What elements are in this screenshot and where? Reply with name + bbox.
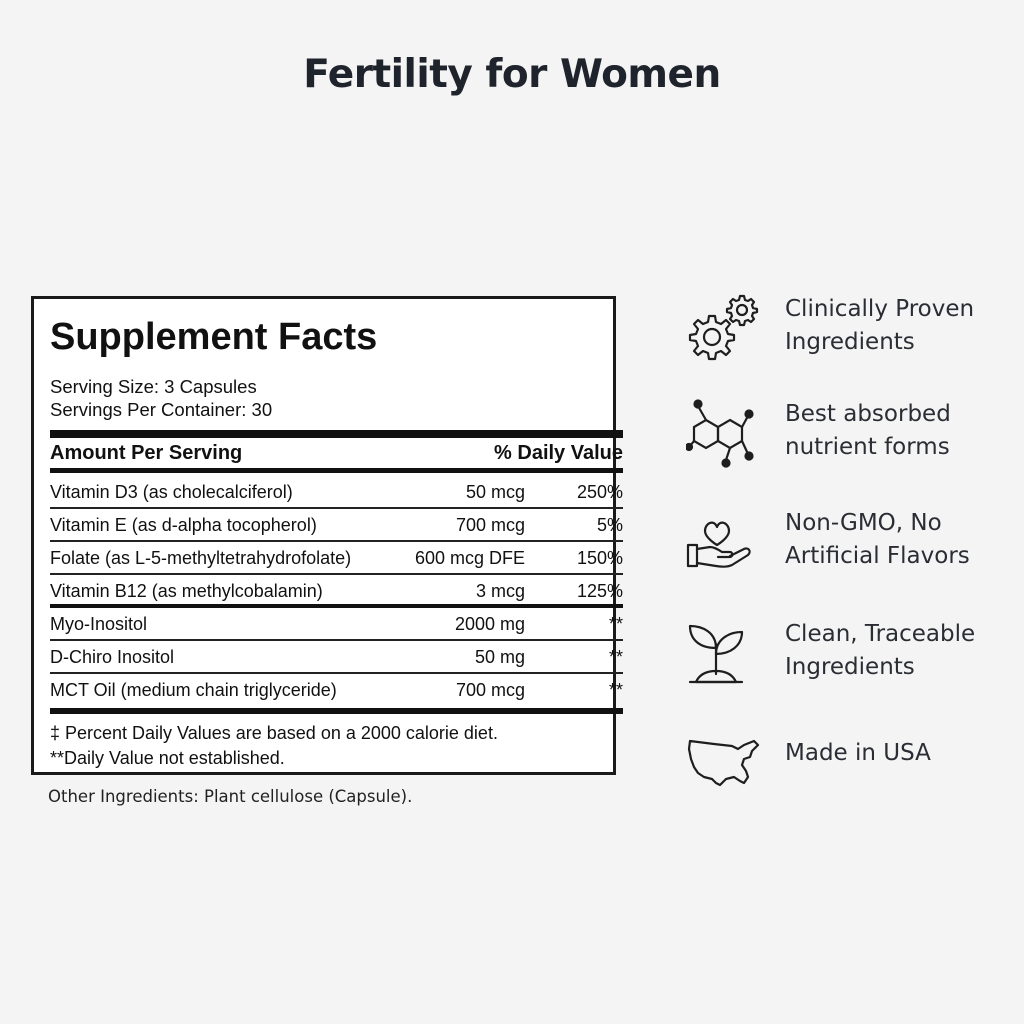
amount-per-serving-label: Amount Per Serving xyxy=(50,442,243,464)
top-divider xyxy=(50,430,623,438)
nutrient-amount: 50 mg xyxy=(474,647,525,667)
nutrient-amount: 2000 mg xyxy=(454,614,525,634)
feature-label xyxy=(785,507,1015,573)
table-row xyxy=(50,542,623,575)
daily-value-label: % Daily Value xyxy=(494,442,623,464)
hand-heart-icon xyxy=(686,507,762,583)
table-row xyxy=(50,641,623,674)
nutrient-amount: 3 mcg xyxy=(475,581,525,601)
feature-label-line: Ingredients xyxy=(785,654,915,680)
molecule-icon xyxy=(686,398,762,474)
other-ingredients: Other Ingredients: Plant cellulose (Capsule). xyxy=(48,787,413,806)
nutrient-name: D-Chiro Inositol xyxy=(50,647,175,667)
nutrient-amount: 700 mcg xyxy=(455,515,525,535)
feature-label-line: Artificial Flavors xyxy=(785,543,970,569)
nutrient-name: Vitamin B12 (as methylcobalamin) xyxy=(50,581,323,601)
table-row xyxy=(50,608,623,641)
nutrient-daily-value: 5% xyxy=(596,515,623,535)
usa-map-icon xyxy=(686,737,762,813)
footnote-not-established: **Daily Value not established. xyxy=(50,748,285,768)
footnote-daily-values: ‡ Percent Daily Values are based on a 2000 calorie diet. xyxy=(50,723,498,743)
nutrient-table xyxy=(50,476,623,707)
table-row xyxy=(50,674,623,707)
serving-size: Serving Size: 3 Capsules xyxy=(50,376,257,397)
nutrient-daily-value: ** xyxy=(608,647,623,667)
feature-label xyxy=(785,737,1015,770)
nutrient-name: MCT Oil (medium chain triglyceride) xyxy=(50,680,337,700)
gears-icon xyxy=(686,293,762,369)
page-title: Fertility for Women xyxy=(303,52,721,97)
table-row xyxy=(50,476,623,509)
feature-label-line: nutrient forms xyxy=(785,434,950,460)
nutrient-name: Myo-Inositol xyxy=(50,614,148,634)
feature-label-line: Non-GMO, No xyxy=(785,510,942,536)
nutrient-amount: 600 mcg DFE xyxy=(414,548,525,568)
feature-label-line: Clinically Proven xyxy=(785,296,975,322)
supplement-facts-heading: Supplement Facts xyxy=(50,316,378,358)
nutrient-daily-value: 125% xyxy=(576,581,623,601)
serving-info xyxy=(50,375,613,421)
feature-label-line: Best absorbed xyxy=(785,401,951,427)
feature-label xyxy=(785,293,1015,359)
footnotes xyxy=(50,721,498,771)
feature-label xyxy=(785,618,1015,684)
facts-header-row xyxy=(50,441,623,465)
feature-label xyxy=(785,398,1015,464)
nutrient-daily-value: 250% xyxy=(576,482,623,502)
table-row xyxy=(50,575,623,608)
servings-per-container: Servings Per Container: 30 xyxy=(50,399,273,420)
feature-label-line: Made in USA xyxy=(785,740,931,766)
header-divider xyxy=(50,468,623,473)
nutrient-daily-value: 150% xyxy=(576,548,623,568)
feature-label-line: Ingredients xyxy=(785,329,915,355)
sprout-icon xyxy=(686,618,762,694)
bottom-divider xyxy=(50,708,623,714)
nutrient-daily-value: ** xyxy=(608,680,623,700)
supplement-facts-panel xyxy=(31,296,623,775)
table-row xyxy=(50,509,623,542)
nutrient-name: Folate (as L-5-methyltetrahydrofolate) xyxy=(50,548,352,568)
nutrient-name: Vitamin D3 (as cholecalciferol) xyxy=(50,482,293,502)
nutrient-amount: 700 mcg xyxy=(455,680,525,700)
feature-label-line: Clean, Traceable xyxy=(785,621,976,647)
nutrient-daily-value: ** xyxy=(608,614,623,634)
nutrient-name: Vitamin E (as d-alpha tocopherol) xyxy=(50,515,317,535)
nutrient-amount: 50 mcg xyxy=(465,482,525,502)
